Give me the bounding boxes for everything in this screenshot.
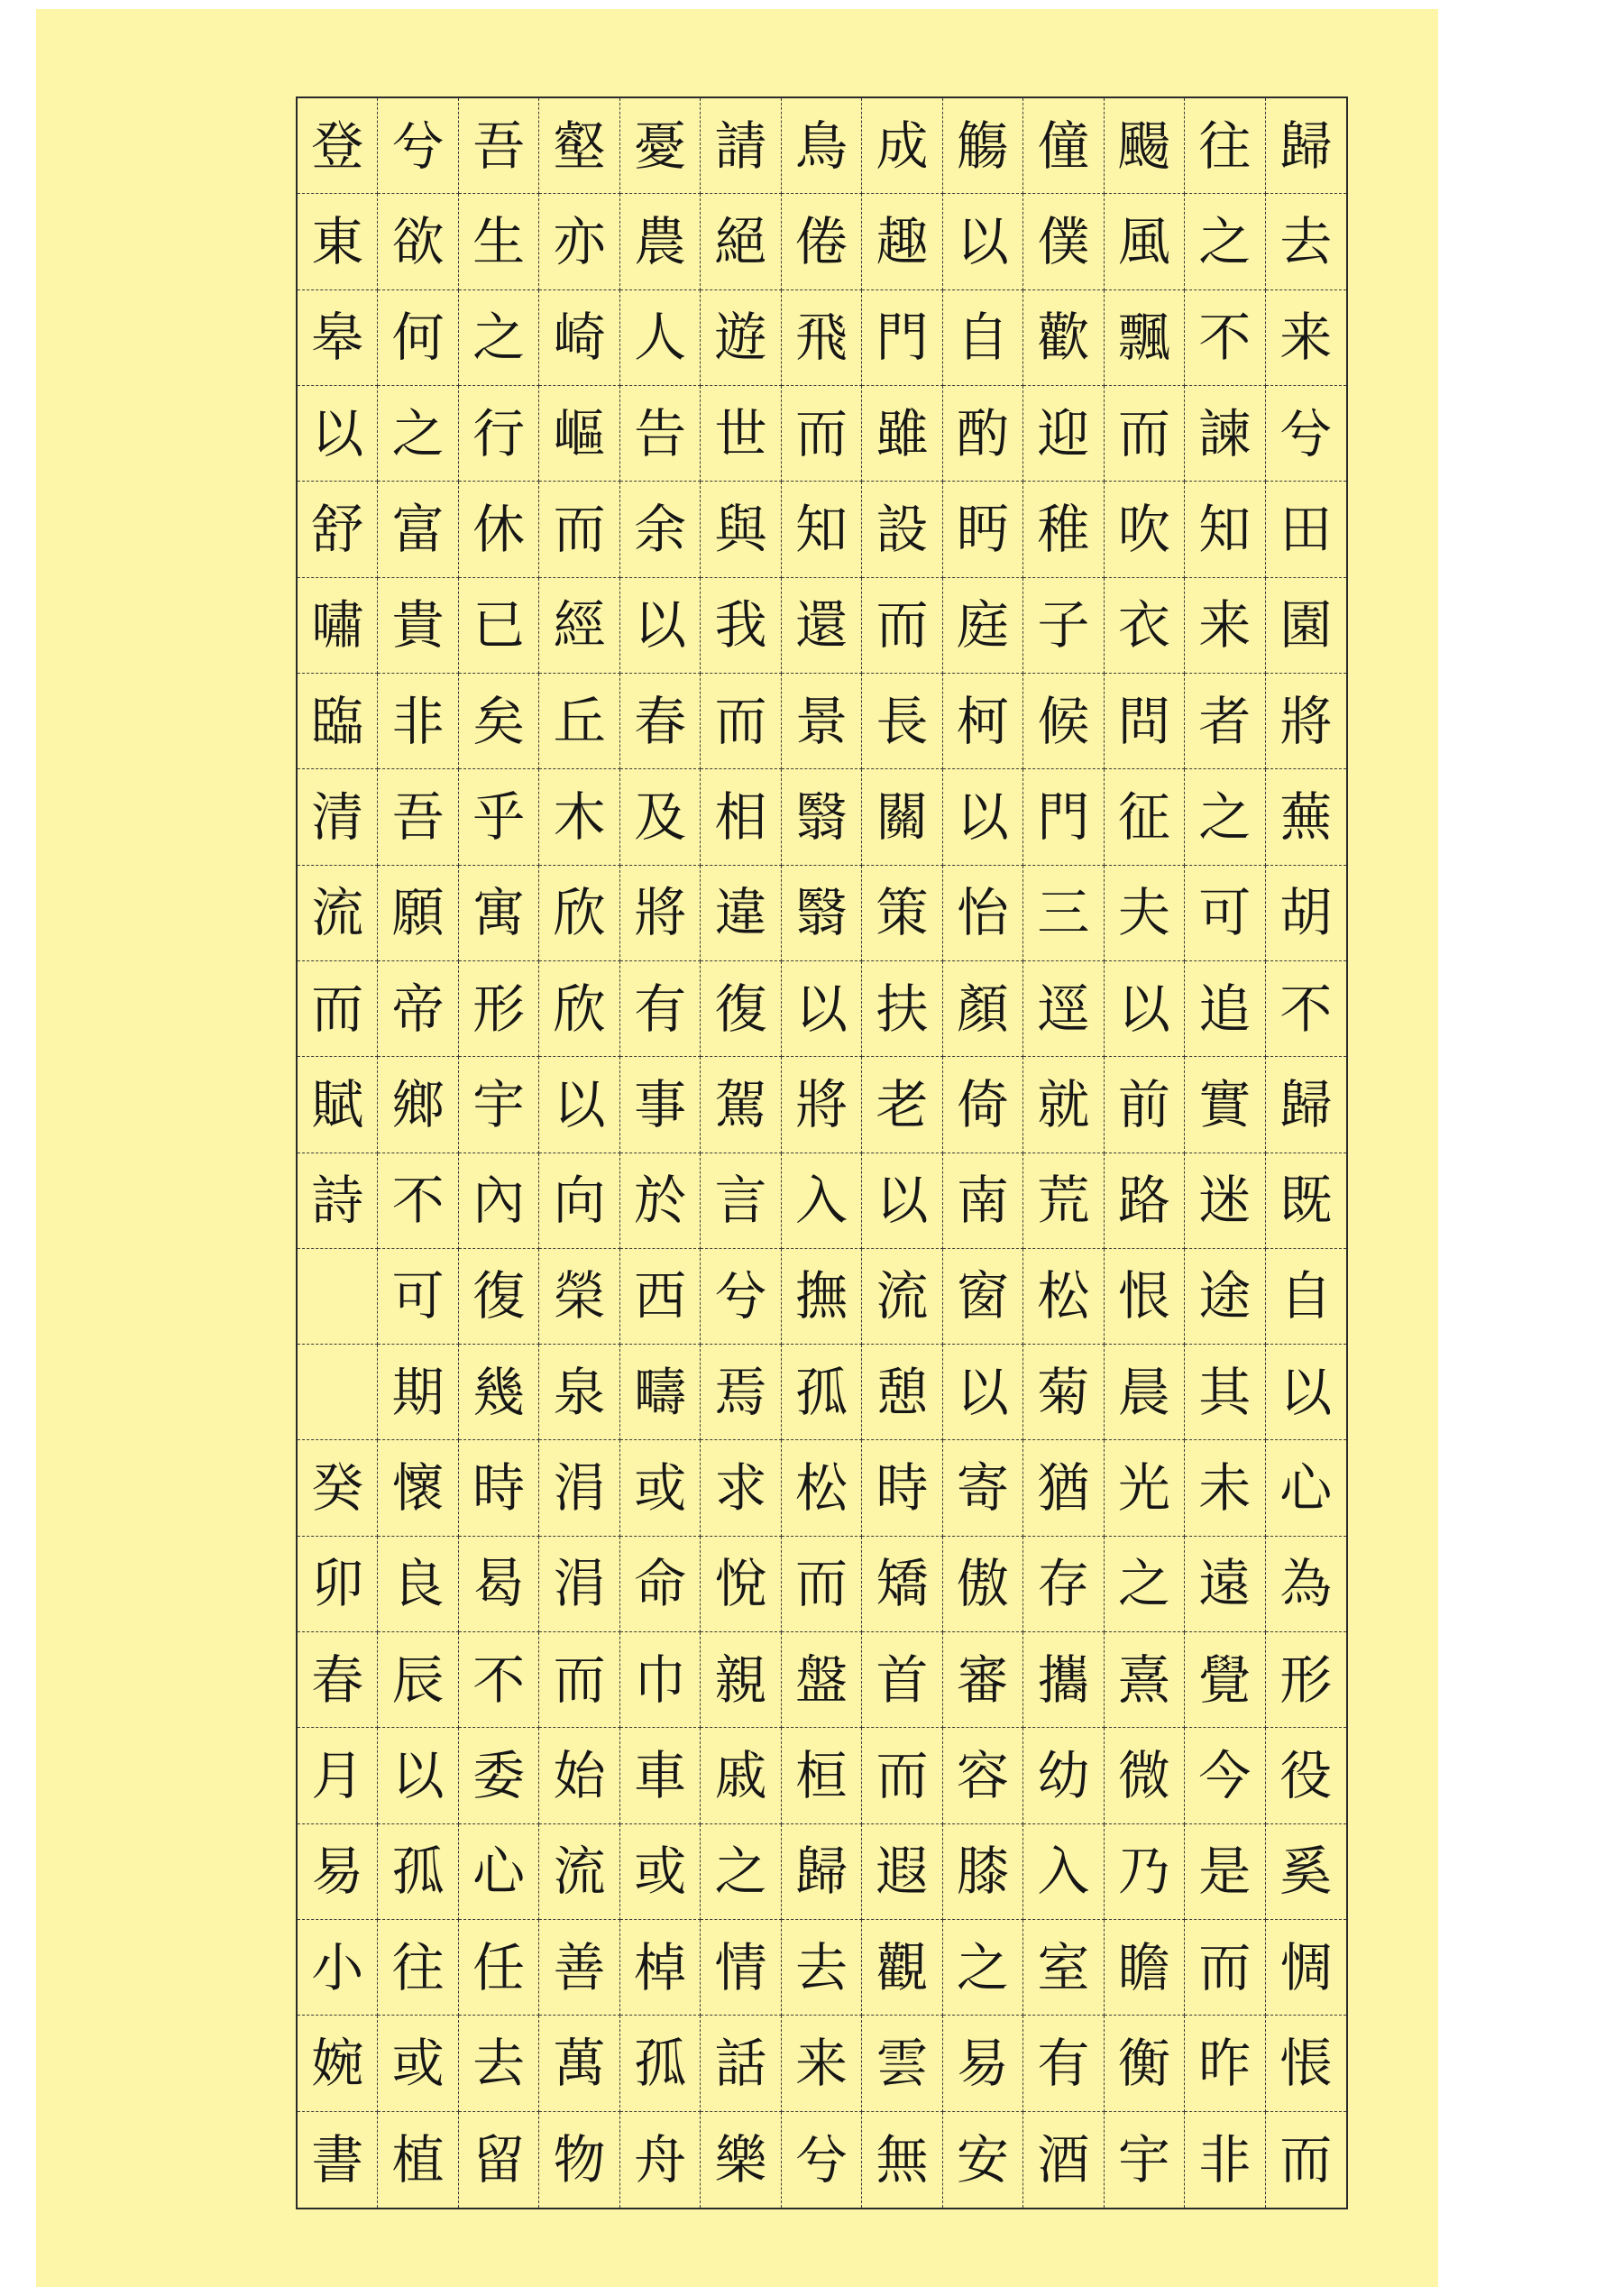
grid-cell: 之 [701,1824,781,1920]
grid-cell: 孤 [782,1345,862,1440]
grid-cell: 涓 [539,1537,619,1632]
grid-cell: 倚 [943,1057,1023,1153]
grid-cell: 賦 [298,1057,378,1153]
grid-cell: 老 [862,1057,942,1153]
grid-cell: 及 [620,769,701,865]
grid-cell: 而 [701,674,781,769]
grid-cell: 兮 [378,98,458,194]
grid-cell: 飄 [1105,290,1185,386]
grid-cell: 者 [1185,674,1265,769]
grid-cell: 情 [701,1920,781,2016]
grid-cell: 其 [1185,1345,1265,1440]
grid-cell: 為 [1266,1537,1346,1632]
grid-cell: 晨 [1105,1345,1185,1440]
grid-cell: 悅 [701,1537,781,1632]
grid-cell: 以 [943,769,1023,865]
grid-cell: 告 [620,386,701,482]
grid-cell: 西 [620,1249,701,1345]
grid-cell: 以 [943,194,1023,289]
grid-cell: 而 [298,961,378,1057]
grid-cell: 願 [378,866,458,961]
grid-cell: 逕 [1023,961,1104,1057]
grid-cell: 蕪 [1266,769,1346,865]
grid-cell: 富 [378,482,458,577]
grid-cell: 就 [1023,1057,1104,1153]
grid-cell: 子 [1023,578,1104,674]
grid-cell: 命 [620,1537,701,1632]
grid-cell: 宇 [459,1057,539,1153]
grid-cell: 委 [459,1728,539,1823]
grid-cell: 以 [943,1345,1023,1440]
grid-cell: 或 [620,1440,701,1536]
grid-cell: 之 [1185,194,1265,289]
grid-cell: 長 [862,674,942,769]
grid-cell: 寓 [459,866,539,961]
grid-cell: 以 [620,578,701,674]
grid-cell: 孤 [378,1824,458,1920]
grid-cell: 入 [1023,1824,1104,1920]
grid-cell: 向 [539,1153,619,1249]
grid-cell: 吹 [1105,482,1185,577]
grid-cell: 月 [298,1728,378,1823]
grid-cell: 雖 [862,386,942,482]
grid-cell: 無 [862,2112,942,2208]
grid-cell [298,1345,378,1440]
grid-cell: 迎 [1023,386,1104,482]
grid-cell: 崎 [539,290,619,386]
grid-cell: 寄 [943,1440,1023,1536]
grid-cell: 門 [862,290,942,386]
grid-cell: 話 [701,2016,781,2111]
grid-cell: 物 [539,2112,619,2208]
grid-cell: 之 [378,386,458,482]
grid-cell: 復 [459,1249,539,1345]
grid-cell: 戚 [701,1728,781,1823]
grid-cell: 或 [620,1824,701,1920]
grid-cell: 猶 [1023,1440,1104,1536]
grid-cell: 而 [1105,386,1185,482]
grid-cell: 僮 [1023,98,1104,194]
grid-cell: 清 [298,769,378,865]
grid-cell: 流 [862,1249,942,1345]
grid-cell: 曷 [459,1537,539,1632]
grid-cell: 恨 [1105,1249,1185,1345]
grid-cell: 求 [701,1440,781,1536]
grid-cell: 或 [378,2016,458,2111]
grid-cell: 親 [701,1632,781,1728]
grid-cell: 覺 [1185,1632,1265,1728]
grid-cell: 颺 [1105,98,1185,194]
grid-cell: 遐 [862,1824,942,1920]
grid-cell: 疇 [620,1345,701,1440]
grid-cell: 矣 [459,674,539,769]
grid-cell: 留 [459,2112,539,2208]
grid-cell: 来 [782,2016,862,2111]
grid-cell: 善 [539,1920,619,2016]
grid-cell: 未 [1185,1440,1265,1536]
grid-cell: 舟 [620,2112,701,2208]
grid-cell: 世 [701,386,781,482]
grid-cell: 兮 [1266,386,1346,482]
grid-cell: 駕 [701,1057,781,1153]
grid-cell: 不 [1266,961,1346,1057]
grid-cell: 役 [1266,1728,1346,1823]
grid-cell: 違 [701,866,781,961]
grid-cell: 園 [1266,578,1346,674]
grid-cell: 以 [298,386,378,482]
grid-cell: 三 [1023,866,1104,961]
grid-cell: 衣 [1105,578,1185,674]
grid-cell: 孤 [620,2016,701,2111]
grid-cell: 形 [1266,1632,1346,1728]
grid-cell: 前 [1105,1057,1185,1153]
grid-cell: 門 [1023,769,1104,865]
grid-cell: 癸 [298,1440,378,1536]
grid-cell: 將 [620,866,701,961]
grid-cell: 時 [459,1440,539,1536]
grid-cell: 焉 [701,1345,781,1440]
grid-cell: 設 [862,482,942,577]
grid-cell: 而 [862,1728,942,1823]
grid-cell: 之 [1105,1537,1185,1632]
grid-cell: 風 [1105,194,1185,289]
grid-cell: 僕 [1023,194,1104,289]
grid-cell: 請 [701,98,781,194]
grid-cell: 策 [862,866,942,961]
grid-cell: 迷 [1185,1153,1265,1249]
grid-cell: 盤 [782,1632,862,1728]
grid-cell: 車 [620,1728,701,1823]
grid-cell: 涓 [539,1440,619,1536]
grid-cell: 觀 [862,1920,942,2016]
grid-cell: 巾 [620,1632,701,1728]
grid-cell: 而 [539,1632,619,1728]
grid-cell: 而 [862,578,942,674]
grid-cell: 鄉 [378,1057,458,1153]
grid-cell: 入 [782,1153,862,1249]
grid-cell: 之 [459,290,539,386]
grid-cell: 與 [701,482,781,577]
grid-cell: 以 [1105,961,1185,1057]
grid-cell: 来 [1266,290,1346,386]
grid-cell: 始 [539,1728,619,1823]
grid-cell: 書 [298,2112,378,2208]
grid-cell: 桓 [782,1728,862,1823]
grid-cell: 帝 [378,961,458,1057]
grid-cell: 衡 [1105,2016,1185,2111]
grid-cell: 室 [1023,1920,1104,2016]
grid-cell: 良 [378,1537,458,1632]
grid-cell: 樂 [701,2112,781,2208]
grid-cell: 婉 [298,2016,378,2111]
grid-cell: 貴 [378,578,458,674]
grid-cell: 南 [943,1153,1023,1249]
grid-cell: 形 [459,961,539,1057]
grid-cell: 酒 [1023,2112,1104,2208]
grid-cell: 已 [459,578,539,674]
grid-cell: 自 [1266,1249,1346,1345]
grid-cell: 不 [459,1632,539,1728]
grid-cell: 窗 [943,1249,1023,1345]
grid-cell: 以 [782,961,862,1057]
grid-cell: 人 [620,290,701,386]
grid-cell: 內 [459,1153,539,1249]
grid-cell: 春 [620,674,701,769]
grid-cell: 榮 [539,1249,619,1345]
grid-cell: 復 [701,961,781,1057]
grid-cell: 乃 [1105,1824,1185,1920]
grid-cell: 柯 [943,674,1023,769]
grid-cell: 存 [1023,1537,1104,1632]
grid-cell: 皋 [298,290,378,386]
grid-cell: 東 [298,194,378,289]
grid-cell: 首 [862,1632,942,1728]
grid-cell: 憂 [620,98,701,194]
grid-cell: 不 [1185,290,1265,386]
grid-cell: 安 [943,2112,1023,2208]
grid-cell: 扶 [862,961,942,1057]
grid-cell: 而 [1185,1920,1265,2016]
grid-cell: 歸 [782,1824,862,1920]
grid-cell: 春 [298,1632,378,1728]
grid-cell: 庭 [943,578,1023,674]
grid-cell: 之 [943,1920,1023,2016]
grid-cell: 萬 [539,2016,619,2111]
manuscript-grid [296,96,1348,2209]
grid-cell: 以 [539,1057,619,1153]
grid-cell: 觴 [943,98,1023,194]
grid-cell: 於 [620,1153,701,1249]
grid-cell: 幼 [1023,1728,1104,1823]
grid-cell: 熹 [1105,1632,1185,1728]
grid-cell: 之 [1185,769,1265,865]
grid-cell: 懷 [378,1440,458,1536]
grid-cell: 是 [1185,1824,1265,1920]
grid-cell: 流 [539,1824,619,1920]
grid-cell: 生 [459,194,539,289]
grid-cell: 荒 [1023,1153,1104,1249]
grid-cell: 成 [862,98,942,194]
grid-cell: 任 [459,1920,539,2016]
grid-cell: 幾 [459,1345,539,1440]
grid-cell: 欲 [378,194,458,289]
grid-cell: 還 [782,578,862,674]
grid-cell: 瞻 [1105,1920,1185,2016]
grid-cell: 期 [378,1345,458,1440]
grid-cell: 容 [943,1728,1023,1823]
grid-cell: 以 [1266,1345,1346,1440]
grid-cell: 眄 [943,482,1023,577]
grid-cell: 欣 [539,866,619,961]
grid-cell: 以 [378,1728,458,1823]
grid-cell: 倦 [782,194,862,289]
grid-cell: 自 [943,290,1023,386]
grid-cell: 征 [1105,769,1185,865]
grid-cell: 乎 [459,769,539,865]
grid-cell: 翳 [782,866,862,961]
grid-cell: 辰 [378,1632,458,1728]
grid-cell: 矯 [862,1537,942,1632]
grid-cell: 非 [378,674,458,769]
grid-cell: 詩 [298,1153,378,1249]
grid-cell: 將 [1266,674,1346,769]
grid-cell: 將 [782,1057,862,1153]
grid-cell: 嘯 [298,578,378,674]
grid-cell: 小 [298,1920,378,2016]
grid-cell: 有 [620,961,701,1057]
grid-cell: 以 [862,1153,942,1249]
grid-cell: 可 [378,1249,458,1345]
grid-cell: 非 [1185,2112,1265,2208]
grid-cell: 夫 [1105,866,1185,961]
grid-cell: 卯 [298,1537,378,1632]
grid-cell: 諫 [1185,386,1265,482]
grid-cell: 植 [378,2112,458,2208]
grid-cell [298,1249,378,1345]
grid-cell: 兮 [701,1249,781,1345]
grid-cell: 易 [943,2016,1023,2111]
grid-cell: 昨 [1185,2016,1265,2111]
grid-cell: 鳥 [782,98,862,194]
grid-cell: 余 [620,482,701,577]
grid-cell: 微 [1105,1728,1185,1823]
grid-cell: 經 [539,578,619,674]
grid-cell: 臨 [298,674,378,769]
grid-cell: 事 [620,1057,701,1153]
grid-cell: 既 [1266,1153,1346,1249]
grid-cell: 遊 [701,290,781,386]
grid-cell: 嶇 [539,386,619,482]
grid-cell: 途 [1185,1249,1265,1345]
grid-cell: 木 [539,769,619,865]
grid-cell: 光 [1105,1440,1185,1536]
grid-cell: 心 [1266,1440,1346,1536]
grid-cell: 可 [1185,866,1265,961]
grid-cell: 趣 [862,194,942,289]
paper-sheet [36,9,1438,2287]
grid-cell: 行 [459,386,539,482]
grid-cell: 休 [459,482,539,577]
grid-cell: 去 [782,1920,862,2016]
grid-cell: 惆 [1266,1920,1346,2016]
grid-cell: 絕 [701,194,781,289]
grid-cell: 歸 [1266,1057,1346,1153]
grid-cell: 泉 [539,1345,619,1440]
grid-cell: 飛 [782,290,862,386]
grid-cell: 而 [539,482,619,577]
grid-cell: 壑 [539,98,619,194]
grid-cell: 而 [782,386,862,482]
grid-cell: 傲 [943,1537,1023,1632]
grid-cell: 松 [1023,1249,1104,1345]
grid-cell: 景 [782,674,862,769]
grid-cell: 候 [1023,674,1104,769]
grid-cell: 撫 [782,1249,862,1345]
grid-cell: 歸 [1266,98,1346,194]
grid-cell: 言 [701,1153,781,1249]
grid-cell: 怡 [943,866,1023,961]
grid-cell: 問 [1105,674,1185,769]
grid-cell: 有 [1023,2016,1104,2111]
grid-cell: 吾 [459,98,539,194]
grid-cell: 往 [1185,98,1265,194]
grid-cell: 松 [782,1440,862,1536]
grid-cell: 往 [378,1920,458,2016]
grid-cell: 去 [1266,194,1346,289]
grid-cell: 遠 [1185,1537,1265,1632]
grid-cell: 農 [620,194,701,289]
grid-cell: 胡 [1266,866,1346,961]
grid-cell: 悵 [1266,2016,1346,2111]
grid-cell: 顏 [943,961,1023,1057]
grid-cell: 丘 [539,674,619,769]
grid-cell: 舒 [298,482,378,577]
grid-cell: 稚 [1023,482,1104,577]
grid-cell: 而 [1279,2128,1333,2190]
grid-cell: 何 [378,290,458,386]
grid-cell: 歡 [1023,290,1104,386]
grid-cell: 而 [782,1537,862,1632]
grid-cell: 路 [1105,1153,1185,1249]
grid-cell: 追 [1185,961,1265,1057]
grid-cell: 奚 [1266,1824,1346,1920]
grid-cell: 憩 [862,1345,942,1440]
grid-cell: 兮 [782,2112,862,2208]
grid-cell: 流 [298,866,378,961]
grid-cell: 今 [1185,1728,1265,1823]
grid-cell: 去 [459,2016,539,2111]
grid-cell: 来 [1185,578,1265,674]
grid-cell: 酌 [943,386,1023,482]
grid-cell: 雲 [862,2016,942,2111]
grid-cell: 心 [459,1824,539,1920]
grid-cell: 田 [1266,482,1346,577]
grid-cell: 欣 [539,961,619,1057]
grid-cell: 亦 [539,194,619,289]
grid-cell: 易 [298,1824,378,1920]
grid-cell: 知 [1185,482,1265,577]
grid-cell: 相 [701,769,781,865]
grid-cell: 實 [1185,1057,1265,1153]
grid-cell: 宇 [1105,2112,1185,2208]
grid-cell: 棹 [620,1920,701,2016]
grid-cell: 登 [298,98,378,194]
grid-cell: 菊 [1023,1345,1104,1440]
grid-cell: 膝 [943,1824,1023,1920]
grid-cell: 吾 [378,769,458,865]
grid-cell: 攜 [1023,1632,1104,1728]
grid-cell: 不 [378,1153,458,1249]
grid-cell: 關 [862,769,942,865]
grid-cell: 時 [862,1440,942,1536]
grid-cell: 翳 [782,769,862,865]
grid-cell: 知 [782,482,862,577]
grid-cell: 審 [943,1632,1023,1728]
grid-cell: 我 [701,578,781,674]
